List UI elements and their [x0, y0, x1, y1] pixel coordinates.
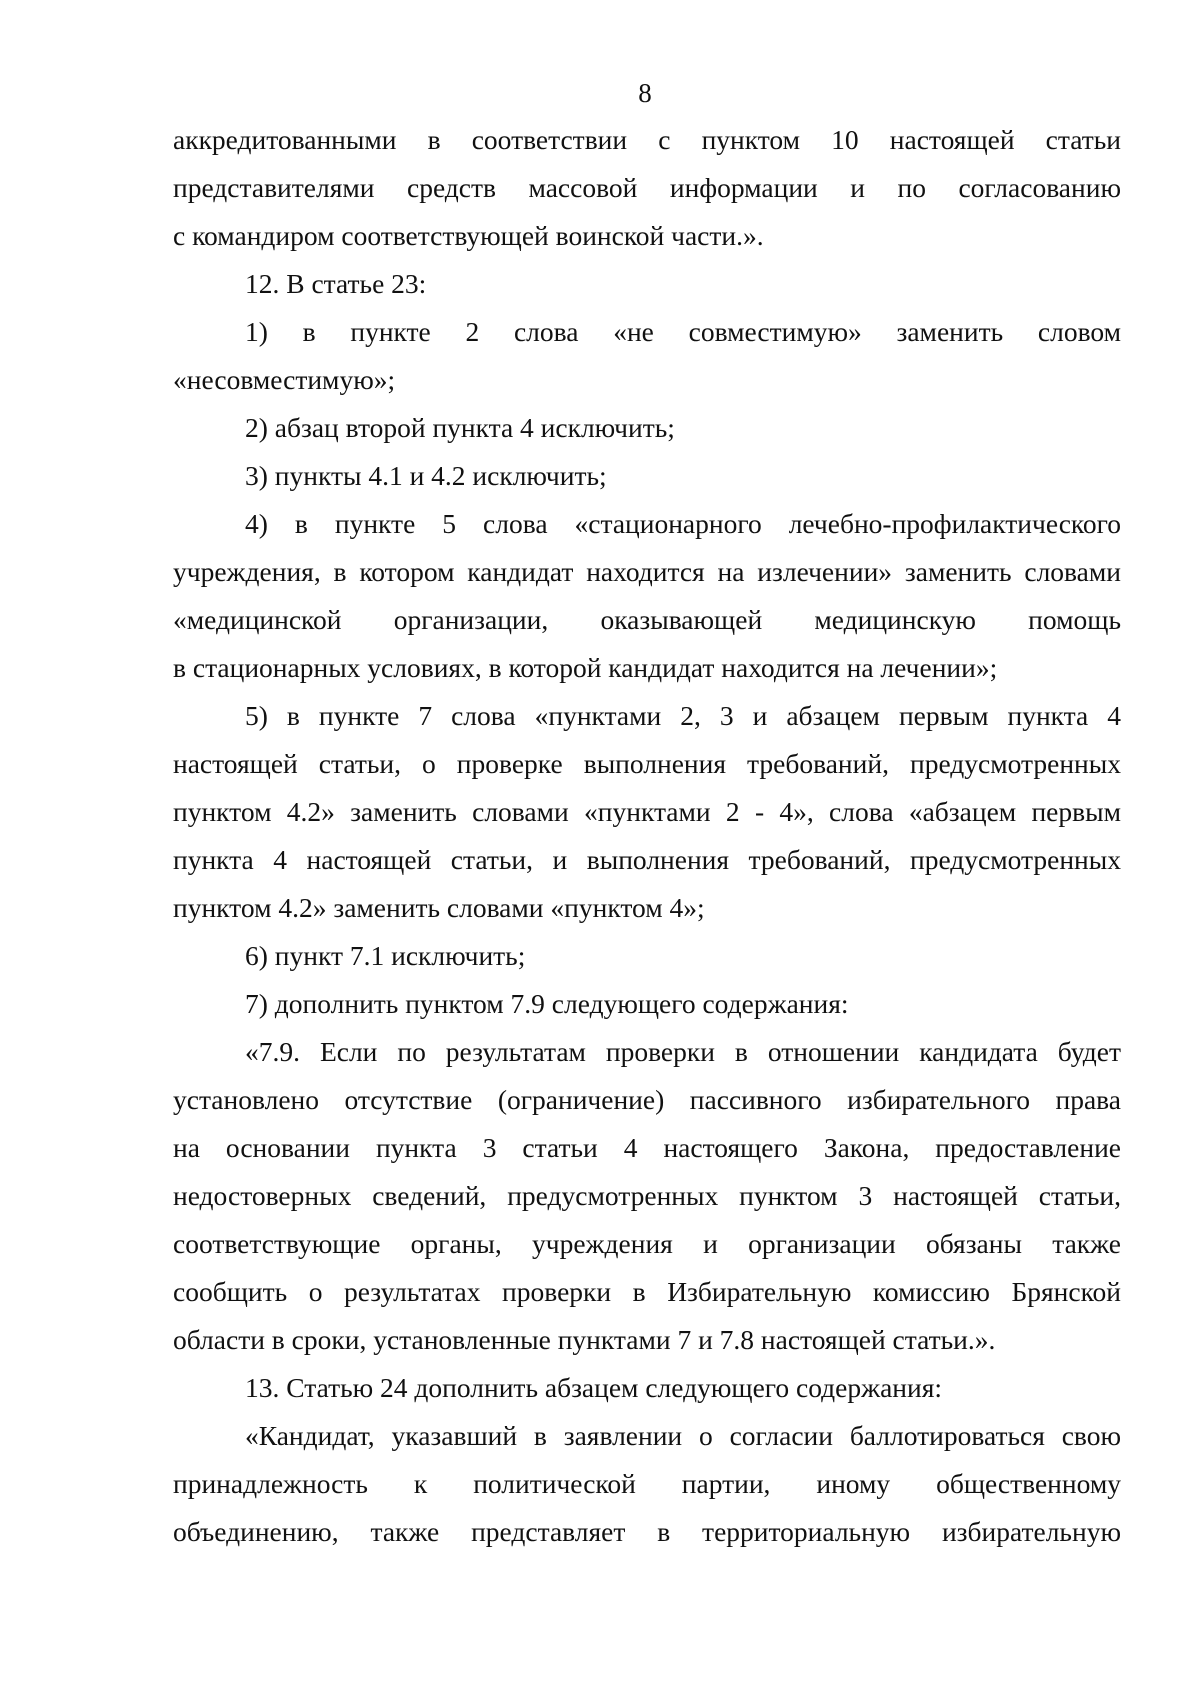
- text-line: 4) в пункте 5 слова «стационарного лечебно-профилактического: [245, 508, 1121, 539]
- text-line: в стационарных условиях, в которой кандидат находится на лечении»;: [173, 652, 998, 683]
- text-line: «Кандидат, указавший в заявлении о согласии баллотироваться свою: [245, 1420, 1121, 1451]
- text-line: 1) в пункте 2 слова «не совместимую» заменить словом: [245, 316, 1121, 347]
- text-line: настоящей статьи, о проверке выполнения требований, предусмотренных: [173, 748, 1121, 779]
- text-line: пунктом 4.2» заменить словами «пунктом 4»;: [173, 892, 705, 923]
- text-line: соответствующие органы, учреждения и организации обязаны также: [173, 1228, 1121, 1259]
- text-line: области в сроки, установленные пунктами 7 и 7.8 настоящей статьи.».: [173, 1324, 996, 1355]
- text-line: установлено отсутствие (ограничение) пассивного избирательного права: [173, 1084, 1121, 1115]
- text-line: принадлежность к политической партии, иному общественному: [173, 1468, 1121, 1499]
- text-line: «7.9. Если по результатам проверки в отношении кандидата будет: [245, 1036, 1121, 1067]
- text-line: объединению, также представляет в территориальную избирательную: [173, 1516, 1121, 1547]
- text-line: с командиром соответствующей воинской части.».: [173, 220, 764, 251]
- document-body: [173, 116, 1121, 1556]
- text-line: сообщить о результатах проверки в Избирательную комиссию Брянской: [173, 1276, 1121, 1307]
- section-heading-13: 13. Статью 24 дополнить абзацем следующего содержания:: [245, 1372, 943, 1403]
- text-line: «медицинской организации, оказывающей медицинскую помощь: [173, 604, 1121, 635]
- text-line: пункта 4 настоящей статьи, и выполнения требований, предусмотренных: [173, 844, 1121, 875]
- text-line: аккредитованными в соответствии с пунктом 10 настоящей статьи: [173, 124, 1121, 155]
- text-line: на основании пункта 3 статьи 4 настоящего Закона, предоставление: [173, 1132, 1121, 1163]
- text-line: 3) пункты 4.1 и 4.2 исключить;: [245, 460, 607, 491]
- text-line: учреждения, в котором кандидат находится на излечении» заменить словами: [173, 556, 1121, 587]
- text-line: «несовместимую»;: [173, 364, 396, 395]
- text-line: представителями средств массовой информации и по согласованию: [173, 172, 1121, 203]
- text-line: пунктом 4.2» заменить словами «пунктами 2 - 4», слова «абзацем первым: [173, 796, 1121, 827]
- text-line: 7) дополнить пунктом 7.9 следующего содержания:: [245, 988, 849, 1019]
- page-number: 8: [638, 78, 652, 108]
- text-line: 6) пункт 7.1 исключить;: [245, 940, 526, 971]
- text-line: недостоверных сведений, предусмотренных пунктом 3 настоящей статьи,: [173, 1180, 1121, 1211]
- text-line: 5) в пункте 7 слова «пунктами 2, 3 и абзацем первым пункта 4: [245, 700, 1121, 731]
- text-line: 2) абзац второй пункта 4 исключить;: [245, 412, 675, 443]
- section-heading-12: 12. В статье 23:: [245, 268, 427, 299]
